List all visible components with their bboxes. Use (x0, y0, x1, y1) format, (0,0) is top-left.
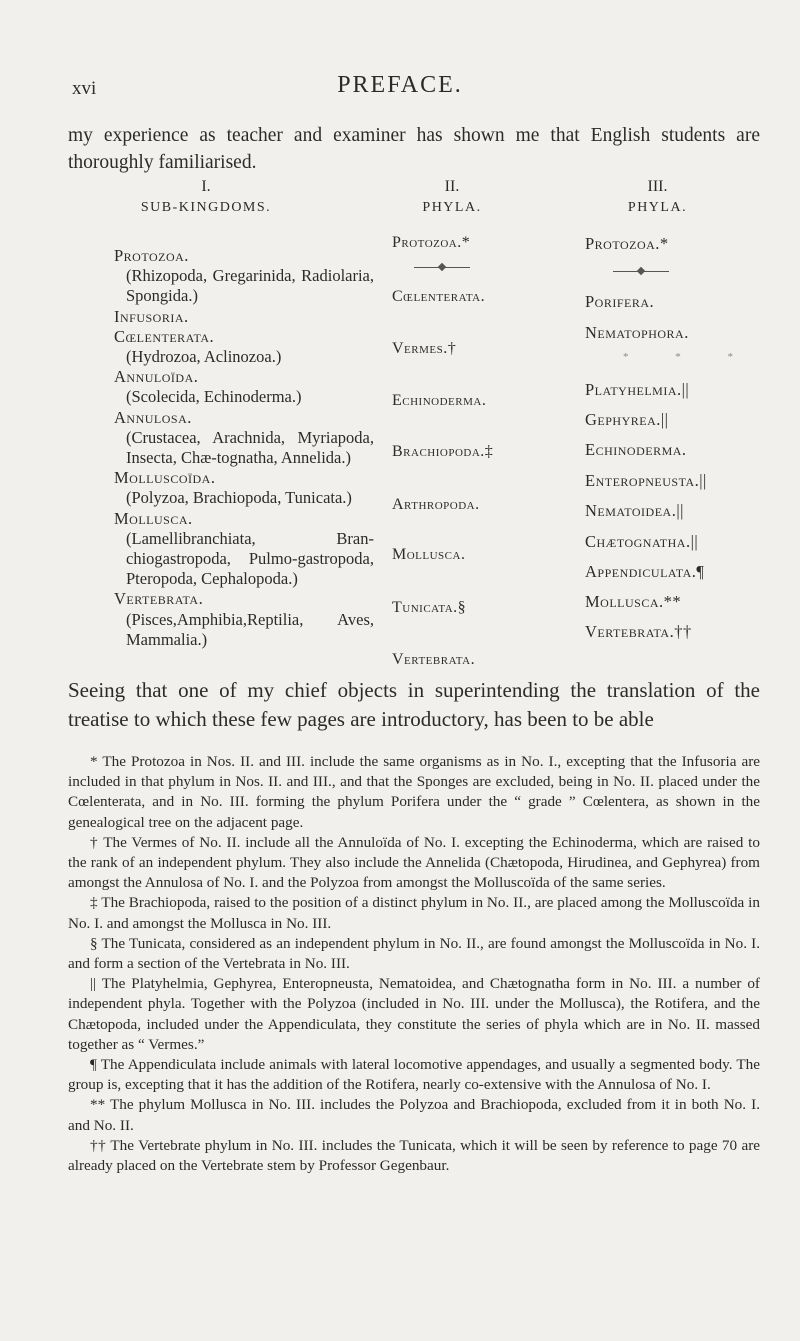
footnote: † The Vermes of No. II. include all the Annuloïda of No. I. excepting the Echinoderma, which are raised to the rank of an independent phylum. They also include the Annelida (Chætopoda, Hirudinea, and Gephyrea) from amongst the Annulosa of No. I. and the Polyzoa from amongst the Molluscoïda of the same series. (68, 833, 760, 892)
group-members: (Crustacea, Arachnida, Myriapoda, Insecta, Chæ-tognatha, Annelida.) (126, 427, 374, 468)
phylum-item: Echinoderma. (392, 392, 487, 409)
column-number: I. (201, 178, 211, 195)
running-head (72, 72, 728, 102)
sub-kingdom-list (114, 246, 374, 650)
phylum-item: Vertebrata. (392, 651, 476, 668)
phylum-item: Mollusca. (392, 546, 466, 563)
phylum-item: Enteropneusta.|| (585, 471, 707, 490)
phylum-item: Vertebrata.†† (585, 622, 692, 641)
body-paragraph: Seeing that one of my chief objects in superintending the translation of the treatise to which these few pages are introductory, has been to be able (68, 678, 760, 731)
phylum-item: Nematoidea.|| (585, 501, 684, 520)
footnote: || The Platyhelmia, Gephyrea, Enteropneusta, Nematoidea, and Chætognatha form in No. III. a number of independent phyla. Together with the Polyzoa (included in No. III. under the Mollusca), the Rotifera, and the Chætopoda, included under the Appendiculata, they constitute the series of phyla which are in No. II. massed together as “ Vermes.” (68, 975, 760, 1053)
phylum-item: Nematophora. (585, 323, 689, 342)
column-title: PHYLA. (627, 200, 688, 215)
group-members: (Rhizopoda, Gregarinida, Radiolaria, Spongida.) (126, 266, 374, 306)
page-title: PREFACE. (337, 72, 463, 98)
column-phyla-iii (585, 176, 770, 641)
intro-paragraph: my experience as teacher and examiner has shown me that English students are thoroughly familiarised. (68, 125, 760, 173)
column-header (392, 176, 512, 218)
phylum-item: Tunicata.§ (392, 599, 467, 616)
phylum-item: Cœlenterata. (392, 288, 486, 305)
footnote: ‡ The Brachiopoda, raised to the position of a distinct phylum in No. II., are placed among the Molluscoïda in No. I. and amongst the Mollusca in No. III. (68, 894, 760, 932)
footnotes (68, 752, 760, 1176)
group-name: Annulosa. (114, 407, 192, 427)
group-members: (Pisces,Amphibia,Reptilia, Aves, Mammalia.) (126, 609, 374, 649)
column-title: PHYLA. (422, 200, 482, 215)
group-name: Mollusca. (114, 508, 193, 528)
phylum-item: Appendiculata.¶ (585, 562, 705, 581)
asterism: * * * (623, 351, 755, 363)
group-name: Protozoa. (114, 246, 189, 265)
group-members: (Scolecida, Echinoderma.) (126, 387, 302, 407)
footnote: ** The phylum Mollusca in No. III. includes the Polyzoa and Brachiopoda, excluded from it in both No. I. and No. II. (68, 1096, 760, 1134)
page-number: xvi (72, 78, 97, 99)
group-members: (Hydrozoa, Aclinozoa.) (126, 347, 282, 367)
column-number: II. (444, 178, 460, 195)
group-members: (Polyzoa, Brachiopoda, Tunicata.) (126, 488, 352, 508)
column-phyla-ii (392, 176, 562, 668)
footnote: § The Tunicata, considered as an independent phylum in No. II., are found amongst the Molluscoïda in No. I. and form a section of the Vertebrata in No. III. (68, 934, 760, 973)
footnote: †† The Vertebrate phylum in No. III. includes the Tunicata, which it will be seen by reference to page 70 are already placed on the Vertebrate stem by Professor Gegenbaur. (68, 1136, 760, 1175)
footnote: ¶ The Appendiculata include animals with lateral locomotive appendages, and usually a segmented body. The group is, excepting that it has the addition of the Rotifera, nearly co-extensive with the Annulosa of No. I. (68, 1056, 760, 1094)
column-title: SUB-KINGDOMS. (140, 200, 272, 215)
column-header (585, 176, 730, 218)
footnote: * The Protozoa in Nos. II. and III. include the same organisms as in No. I., excepting that the Infusoria are included in that phylum in Nos. II. and III., and that the Sponges are excluded, being in No. II. placed under the Cœlenterata, and in No. III. forming the phylum Porifera under the “ grade ” Cœlentera, as shown in the genealogical tree on the adjacent page. (68, 753, 760, 831)
group-name: Vertebrata. (114, 589, 204, 609)
phylum-item: Porifera. (585, 292, 655, 311)
group-name: Annuloïda. (114, 367, 199, 387)
group-name: Infusoria. (114, 306, 189, 326)
phylum-item: Mollusca.** (585, 592, 682, 611)
phylum-item: Arthropoda. (392, 496, 480, 513)
group-name: Molluscoïda. (114, 468, 216, 488)
phylum-item: Protozoa.* (392, 234, 471, 251)
column-sub-kingdoms (114, 176, 374, 650)
column-number: III. (647, 178, 668, 195)
group-name: Cœlenterata. (114, 326, 215, 346)
group-members: (Lamellibranchiata, Bran-chiogastropoda, Pulmo-gastropoda, Pteropoda, Cephalopoda.) (126, 528, 374, 589)
phylum-item: Protozoa.* (585, 234, 669, 253)
phylum-item: Brachiopoda.‡ (392, 443, 494, 460)
column-header (111, 176, 301, 218)
phylum-item: Chætognatha.|| (585, 532, 699, 551)
divider-rule (613, 271, 669, 272)
phylum-item: Vermes.† (392, 340, 457, 357)
phylum-item: Platyhelmia.|| (585, 380, 690, 399)
phylum-item: Echinoderma. (585, 440, 687, 459)
divider-rule (414, 267, 470, 268)
phylum-item: Gephyrea.|| (585, 410, 669, 429)
